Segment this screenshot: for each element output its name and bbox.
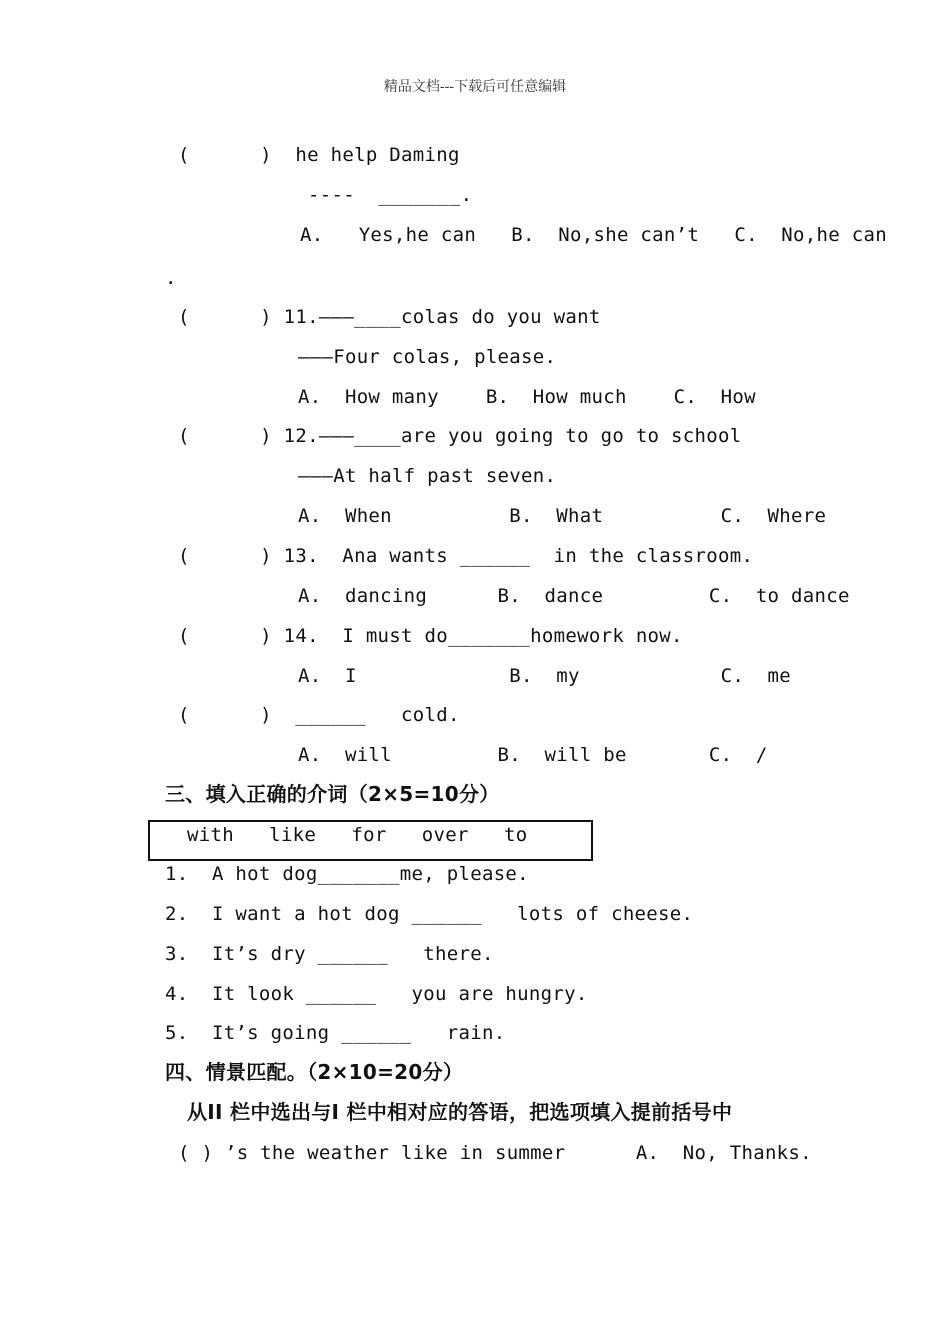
fill-item-1: 1. A hot dog_______me, please.	[165, 863, 529, 885]
question-12-options: A. When B. What C. Where	[298, 505, 827, 527]
fill-item-5: 5. It’s going ______ rain.	[165, 1022, 506, 1044]
question-10-answer-blank: ---- _______.	[308, 184, 473, 206]
fill-item-2: 2. I want a hot dog ______ lots of cheese.	[165, 903, 694, 925]
stray-period: .	[165, 267, 177, 289]
question-10-options: A. Yes,he can B. No,she can’t C. No,he can	[300, 224, 887, 246]
section-4-instructions: 从II 栏中选出与I 栏中相对应的答语，把选项填入提前括号中	[187, 1100, 733, 1124]
question-12-answer: ———At half past seven.	[298, 465, 557, 487]
question-11-stem: ( ) 11.———____colas do you want	[178, 306, 601, 328]
question-11-options: A. How many B. How much C. How	[298, 386, 756, 408]
question-13-options: A. dancing B. dance C. to dance	[298, 585, 850, 607]
match-item-1: ( ) ’s the weather like in summer A. No, Thanks.	[178, 1142, 812, 1164]
section-3-heading: 三、填入正确的介词（2×5=10分）	[165, 782, 500, 806]
question-11-answer: ———Four colas, please.	[298, 346, 557, 368]
question-14-stem: ( ) 14. I must do_______homework now.	[178, 625, 683, 647]
fill-item-3: 3. It’s dry ______ there.	[165, 943, 494, 965]
page-header: 精品文档---下载后可任意编辑	[383, 79, 567, 95]
question-12-stem: ( ) 12.———____are you going to go to school	[178, 425, 742, 447]
question-15-options: A. will B. will be C. /	[298, 744, 768, 766]
question-10-stem: ( ) he help Daming	[178, 144, 460, 166]
question-13-stem: ( ) 13. Ana wants ______ in the classroom.	[178, 545, 754, 567]
question-15-stem: ( ) ______ cold.	[178, 704, 460, 726]
section-4-heading: 四、情景匹配。（2×10=20分）	[165, 1060, 464, 1084]
fill-item-4: 4. It look ______ you are hungry.	[165, 983, 588, 1005]
question-14-options: A. I B. my C. me	[298, 665, 792, 687]
word-bank: with like for over to	[187, 824, 528, 846]
